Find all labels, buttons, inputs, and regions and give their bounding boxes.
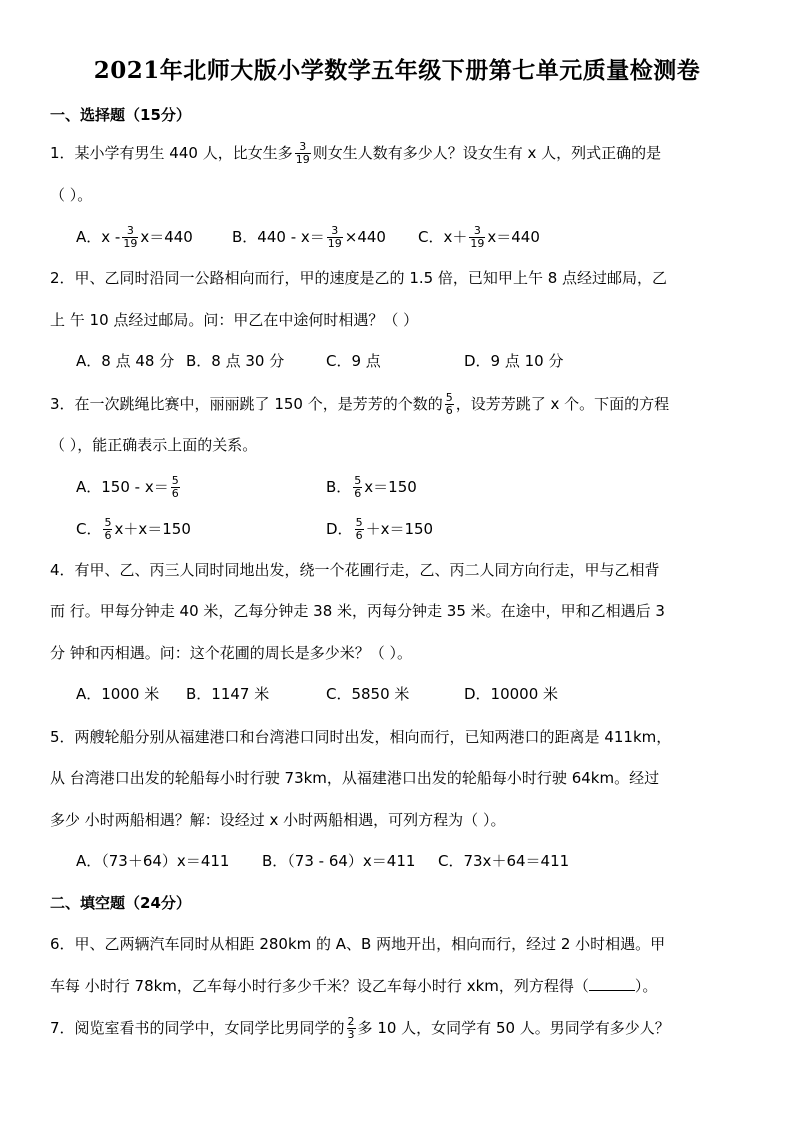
question-5-line-1: 5．两艘轮船分别从福建港口和台湾港口同时出发，相向而行，已知两港口的距离是 411km， <box>50 728 672 746</box>
option-a: A．1000 米 <box>76 685 160 703</box>
option-c: C．73x＋64＝411 <box>438 852 570 870</box>
fraction: $\frac{5}{6}$ <box>171 474 179 500</box>
fraction: $\frac{5}{6}$ <box>104 516 112 542</box>
fraction: $\frac{5}{6}$ <box>355 516 363 542</box>
option-a: A．（73＋64）x＝411 <box>76 852 230 870</box>
option-b: B． $\frac{5}{6}$ x＝150 <box>326 474 417 500</box>
fraction: $\frac{5}{6}$ <box>445 391 453 417</box>
question-2-line-2: 上 午 10 点经过邮局。问：甲乙在中途何时相遇？（ ） <box>50 311 419 329</box>
option-c: C．5850 米 <box>326 685 410 703</box>
question-1-line-2: （ ）。 <box>50 186 93 204</box>
option-b: B．1147 米 <box>186 685 270 703</box>
question-7-line-1: 7．阅览室看书的同学中，女同学比男同学的 $\frac{2}{3}$ 多 10 人，女同学有 50 人。男同学有多少人？ <box>50 1015 670 1041</box>
question-4-line-3: 分 钟和丙相遇。问：这个花圃的周长是多少米？（ ）。 <box>50 644 413 662</box>
option-a: A．x - $\frac{3}{19}$ x＝440 <box>76 224 193 250</box>
option-d: D． $\frac{5}{6}$ ＋x＝150 <box>326 516 434 542</box>
option-d: D．10000 米 <box>464 685 559 703</box>
option-b: B．440 - x＝ $\frac{3}{19}$ ×440 <box>232 224 386 250</box>
question-3-line-1: 3．在一次跳绳比赛中，丽丽跳了 150 个，是芳芳的个数的 $\frac{5}{6}$ ，设芳芳跳了 x 个。下面的方程 <box>50 391 670 417</box>
section-heading-fill: 二、填空题（24分） <box>50 894 191 912</box>
option-a: A．150 - x＝ $\frac{5}{6}$ <box>76 474 179 500</box>
page-title: 2021年北师大版小学数学五年级下册第七单元质量检测卷 <box>93 57 701 84</box>
option-c: C． $\frac{5}{6}$ x＋x＝150 <box>76 516 191 542</box>
question-5-line-2: 从 台湾港口出发的轮船每小时行驶 73km，从福建港口出发的轮船每小时行驶 64km。经过 <box>50 769 660 787</box>
fraction: $\frac{3}{19}$ <box>327 224 342 250</box>
question-1-line-1: 1．某小学有男生 440 人，比女生多 $\frac{3}{19}$ 则女生人数有多少人？设女生有 x 人，列式正确的是 <box>50 140 662 166</box>
fraction: $\frac{3}{19}$ <box>295 140 310 166</box>
fraction: $\frac{3}{19}$ <box>123 224 138 250</box>
option-b: B．（73 - 64）x＝411 <box>262 852 416 870</box>
option-c: C．9 点 <box>326 352 381 370</box>
question-6-line-1: 6．甲、乙两辆汽车同时从相距 280km 的 A、B 两地开出，相向而行，经过 2 小时相遇。甲 <box>50 935 666 953</box>
question-3-line-2: （ ），能正确表示上面的关系。 <box>50 436 258 454</box>
option-b: B．8 点 30 分 <box>186 352 285 370</box>
option-a: A．8 点 48 分 <box>76 352 175 370</box>
answer-blank[interactable] <box>589 976 635 991</box>
question-4-line-1: 4．有甲、乙、丙三人同时同地出发，绕一个花圃行走，乙、丙二人同方向行走，甲与乙相背 <box>50 561 660 579</box>
section-heading-choice: 一、选择题（15分） <box>50 106 191 124</box>
question-6-line-2: 车每 小时行 78km，乙车每小时行多少千米？设乙车每小时行 xkm，列方程得（ ）。 <box>50 977 658 995</box>
question-4-line-2: 而 行。甲每分钟走 40 米，乙每分钟走 38 米，丙每分钟走 35 米。在途中，甲和乙相遇后 3 <box>50 602 665 620</box>
fraction: $\frac{2}{3}$ <box>347 1015 355 1041</box>
option-d: D．9 点 10 分 <box>464 352 564 370</box>
question-5-line-3: 多少 小时两船相遇？解：设经过 x 小时两船相遇，可列方程为（ ）。 <box>50 811 506 829</box>
option-c: C．x＋ $\frac{3}{19}$ x＝440 <box>418 224 540 250</box>
fraction: $\frac{5}{6}$ <box>354 474 362 500</box>
question-2-line-1: 2．甲、乙同时沿同一公路相向而行，甲的速度是乙的 1.5 倍，已知甲上午 8 点经过邮局，乙 <box>50 269 668 287</box>
fraction: $\frac{3}{19}$ <box>470 224 485 250</box>
